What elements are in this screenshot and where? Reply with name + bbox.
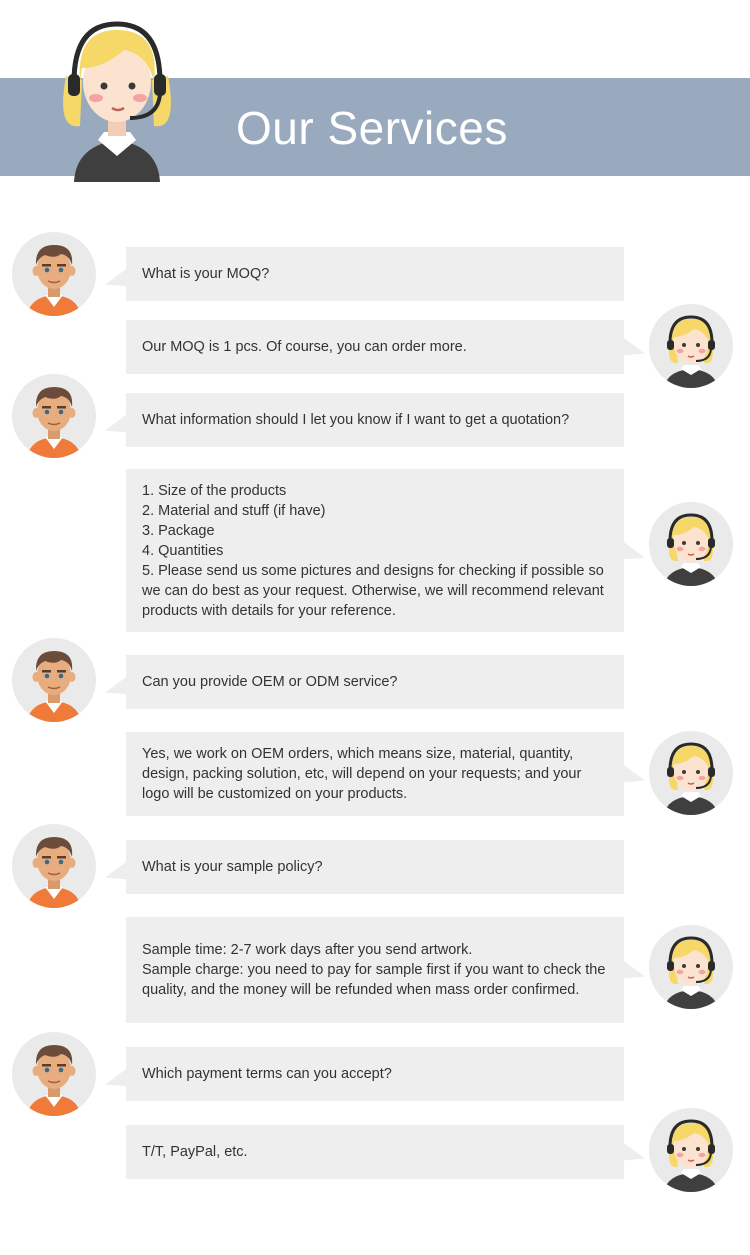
support-agent-avatar-icon: [648, 501, 734, 587]
customer-avatar-icon: [11, 373, 97, 459]
customer-avatar-icon: [11, 231, 97, 317]
support-agent-avatar-icon: [648, 303, 734, 389]
customer-avatar-icon: [11, 637, 97, 723]
answer-text: Yes, we work on OEM orders, which means size, material, quantity, design, packing solution, etc, will depend on your requests; and your logo will be customized on your products.: [142, 746, 582, 802]
question-bubble: [126, 1047, 624, 1101]
answer-bubble: [126, 1125, 624, 1179]
answer-bubble: [126, 917, 624, 1023]
answer-text: Our MOQ is 1 pcs. Of course, you can order more.: [142, 339, 467, 355]
question-bubble: [126, 840, 624, 894]
answer-text: 1. Size of the products 2. Material and stuff (if have) 3. Package 4. Quantities 5. Please send us some pictures and designs for checking if possible so we can do best as your request. Otherwise, we will recommend relevant products with details for your reference.: [142, 482, 604, 619]
page-title: Our Services: [236, 102, 508, 154]
question-bubble: [126, 247, 624, 301]
answer-text: Sample time: 2-7 work days after you send artwork. Sample charge: you need to pay for sample first if you want to check the quality, and the money will be refunded when mass order confirmed.: [142, 942, 606, 998]
answer-bubble: [126, 732, 624, 816]
support-agent-avatar-icon: [648, 924, 734, 1010]
customer-avatar-icon: [11, 1031, 97, 1117]
question-text: What is your sample policy?: [142, 859, 323, 875]
question-bubble: [126, 655, 624, 709]
answer-bubble: [126, 469, 624, 632]
support-agent-hero-icon: [52, 10, 182, 182]
question-bubble: [126, 393, 624, 447]
support-agent-avatar-icon: [648, 1107, 734, 1193]
support-agent-avatar-icon: [648, 730, 734, 816]
question-text: Which payment terms can you accept?: [142, 1066, 392, 1082]
question-text: What is your MOQ?: [142, 266, 270, 282]
customer-avatar-icon: [11, 823, 97, 909]
question-text: Can you provide OEM or ODM service?: [142, 674, 398, 690]
answer-text: T/T, PayPal, etc.: [142, 1144, 248, 1160]
question-text: What information should I let you know if I want to get a quotation?: [142, 412, 570, 428]
answer-bubble: [126, 320, 624, 374]
